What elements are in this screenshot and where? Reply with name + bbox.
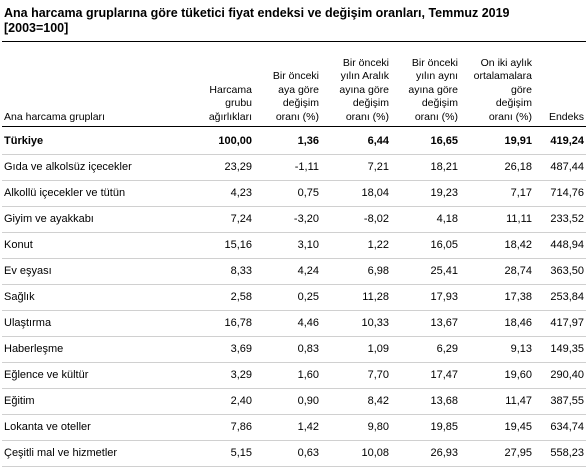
cell-monthly-change: 1,60 — [297, 369, 319, 381]
cell-weight: 4,23 — [230, 187, 252, 199]
cell-december-change: 10,33 — [361, 317, 389, 329]
cell-12month-avg-change: 18,42 — [504, 239, 532, 251]
cell-december-change: 18,04 — [361, 187, 389, 199]
cell-monthly-change: 0,83 — [297, 343, 319, 355]
cell-annual-change: 25,41 — [430, 265, 458, 277]
row-group-name: Giyim ve ayakkabı — [4, 213, 94, 225]
cell-index: 417,97 — [550, 317, 584, 329]
cell-monthly-change: 4,24 — [297, 265, 319, 277]
cell-december-change: 7,70 — [367, 369, 389, 381]
cell-december-change: 1,09 — [367, 343, 389, 355]
table-row — [0, 337, 588, 363]
cell-index: 558,23 — [550, 447, 584, 459]
cell-12month-avg-change: 19,91 — [504, 135, 532, 147]
table-row — [0, 207, 588, 233]
table-row — [0, 259, 588, 285]
cell-monthly-change: -1,11 — [294, 161, 319, 173]
cell-monthly-change: 1,36 — [297, 135, 319, 147]
cell-annual-change: 16,65 — [430, 135, 458, 147]
cell-index: 714,76 — [550, 187, 584, 199]
cell-weight: 15,16 — [224, 239, 252, 251]
cell-12month-avg-change: 9,13 — [510, 343, 532, 355]
cell-12month-avg-change: 28,74 — [504, 265, 532, 277]
cell-annual-change: 6,29 — [436, 343, 458, 355]
table-row — [0, 363, 588, 389]
cell-monthly-change: 0,25 — [297, 291, 319, 303]
table-row — [0, 181, 588, 207]
cell-index: 253,84 — [550, 291, 584, 303]
cell-december-change: -8,02 — [363, 213, 389, 225]
cell-annual-change: 4,18 — [436, 213, 458, 225]
table-subtitle: [2003=100] — [4, 21, 69, 35]
cell-weight: 5,15 — [230, 447, 252, 459]
row-group-name: Eğlence ve kültür — [4, 369, 89, 381]
cell-december-change: 9,80 — [367, 421, 389, 433]
cell-december-change: 8,42 — [367, 395, 389, 407]
cell-annual-change: 13,67 — [430, 317, 458, 329]
cell-december-change: 7,21 — [367, 161, 389, 173]
cell-monthly-change: 1,42 — [297, 421, 319, 433]
row-group-name: Alkollü içecekler ve tütün — [4, 187, 126, 199]
cell-12month-avg-change: 19,60 — [504, 369, 532, 381]
cell-weight: 7,24 — [230, 213, 252, 225]
header-bottom-rule — [2, 126, 586, 127]
header-monthly-change: Bir önceki aya göre değişim oranı (%) — [272, 70, 319, 123]
cell-index: 149,35 — [550, 343, 584, 355]
row-group-name: Eğitim — [4, 395, 35, 407]
table-row — [0, 129, 588, 155]
cell-annual-change: 17,93 — [430, 291, 458, 303]
cell-annual-change: 16,05 — [430, 239, 458, 251]
header-december-change: Bir önceki yılın Aralık ayına göre değişim oranı (%) — [339, 56, 389, 123]
cell-weight: 8,33 — [230, 265, 252, 277]
cell-december-change: 10,08 — [361, 447, 389, 459]
cell-december-change: 6,98 — [367, 265, 389, 277]
row-group-name: Lokanta ve oteller — [4, 421, 91, 433]
cell-weight: 3,29 — [230, 369, 252, 381]
cell-12month-avg-change: 11,11 — [506, 213, 532, 225]
cell-index: 290,40 — [550, 369, 584, 381]
cell-monthly-change: -3,20 — [293, 213, 319, 225]
cell-12month-avg-change: 7,17 — [510, 187, 532, 199]
table-title: Ana harcama gruplarına göre tüketici fiyat endeksi ve değişim oranları, Temmuz 2019 — [4, 6, 510, 20]
cell-weight: 100,00 — [218, 135, 252, 147]
cell-index: 448,94 — [550, 239, 584, 251]
header-row — [0, 42, 588, 124]
row-group-name: Ulaştırma — [4, 317, 52, 329]
header-annual-change: Bir önceki yılın aynı ayına göre değişim oranı (%) — [408, 56, 458, 123]
cell-12month-avg-change: 11,47 — [505, 395, 532, 407]
table-row — [0, 415, 588, 441]
header-index: Endeks — [548, 110, 584, 123]
row-group-name: Sağlık — [4, 291, 35, 303]
cell-12month-avg-change: 27,95 — [504, 447, 532, 459]
cell-annual-change: 19,23 — [430, 187, 458, 199]
cell-monthly-change: 3,10 — [297, 239, 319, 251]
cell-weight: 23,29 — [224, 161, 252, 173]
cell-weight: 7,86 — [230, 421, 252, 433]
table-row — [0, 311, 588, 337]
row-group-name: Haberleşme — [4, 343, 64, 355]
cell-weight: 3,69 — [230, 343, 252, 355]
row-group-name: Konut — [4, 239, 33, 251]
cell-december-change: 6,44 — [367, 135, 389, 147]
table-row — [0, 285, 588, 311]
cell-12month-avg-change: 26,18 — [504, 161, 532, 173]
cell-monthly-change: 0,90 — [297, 395, 319, 407]
cell-12month-avg-change: 17,38 — [504, 291, 532, 303]
cell-12month-avg-change: 19,45 — [504, 421, 532, 433]
cell-monthly-change: 0,75 — [297, 187, 319, 199]
cell-december-change: 1,22 — [367, 239, 389, 251]
cell-monthly-change: 0,63 — [297, 447, 319, 459]
cell-annual-change: 26,93 — [430, 447, 458, 459]
table-row — [0, 441, 588, 467]
cell-weight: 2,40 — [230, 395, 252, 407]
cell-annual-change: 19,85 — [430, 421, 458, 433]
table-row — [0, 389, 588, 415]
row-group-name: Ev eşyası — [4, 265, 52, 277]
cell-monthly-change: 4,46 — [297, 317, 319, 329]
cell-index: 419,24 — [550, 135, 584, 147]
header-group-name: Ana harcama grupları — [4, 110, 105, 123]
header-weights: Harcama grubu ağırlıkları — [208, 83, 252, 123]
cell-weight: 2,58 — [230, 291, 252, 303]
cell-12month-avg-change: 18,46 — [504, 317, 532, 329]
table-row — [0, 155, 588, 181]
cell-index: 363,50 — [550, 265, 584, 277]
cell-december-change: 11,28 — [362, 291, 389, 303]
header-12month-avg-change: On iki aylık ortalamalara göre değişim oranı (%) — [473, 56, 532, 123]
cell-index: 487,44 — [550, 161, 584, 173]
cell-annual-change: 17,47 — [430, 369, 458, 381]
cell-annual-change: 18,21 — [430, 161, 458, 173]
cell-weight: 16,78 — [224, 317, 252, 329]
cell-index: 387,55 — [550, 395, 584, 407]
row-group-name: Çeşitli mal ve hizmetler — [4, 447, 118, 459]
cell-index: 233,52 — [550, 213, 584, 225]
row-group-name: Türkiye — [4, 135, 44, 147]
table-row — [0, 233, 588, 259]
cell-index: 634,74 — [550, 421, 584, 433]
cell-annual-change: 13,68 — [430, 395, 458, 407]
row-group-name: Gıda ve alkolsüz içecekler — [4, 161, 132, 173]
